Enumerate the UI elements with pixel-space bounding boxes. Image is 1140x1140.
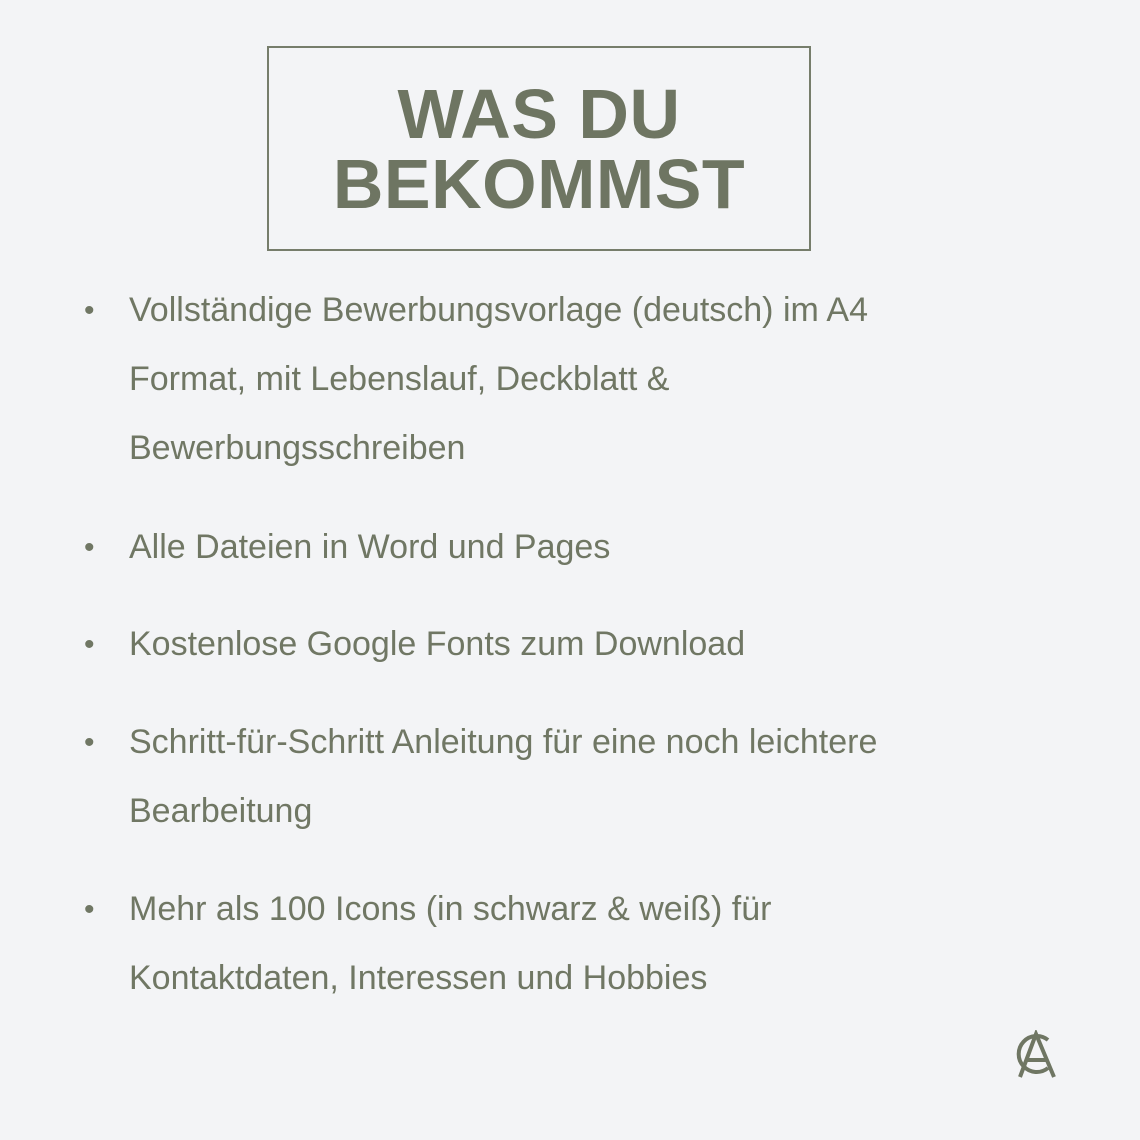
title-line-2: BEKOMMST (332, 144, 746, 223)
list-item-text: Vollständige Bewerbungsvorlage (deutsch) im A4 Format, mit Lebenslauf, Deckblatt & Bewerbungsschreiben (129, 291, 868, 467)
list-item-text: Alle Dateien in Word und Pages (129, 528, 611, 566)
ca-monogram-icon (1008, 1030, 1060, 1078)
title-line-1: WAS DU (397, 74, 681, 153)
title-box (267, 46, 811, 251)
bullet-dot: • (84, 531, 95, 564)
bullet-dot: • (84, 628, 95, 661)
bullet-dot: • (84, 893, 95, 926)
bullet-dot: • (84, 294, 95, 327)
list-item-text: Mehr als 100 Icons (in schwarz & weiß) für Kontaktdaten, Interessen und Hobbies (129, 890, 772, 997)
list-item-text: Schritt-für-Schritt Anleitung für eine noch leichtere Bearbeitung (129, 723, 878, 830)
list-item-text: Kostenlose Google Fonts zum Download (129, 625, 746, 663)
bullet-dot: • (84, 726, 95, 759)
